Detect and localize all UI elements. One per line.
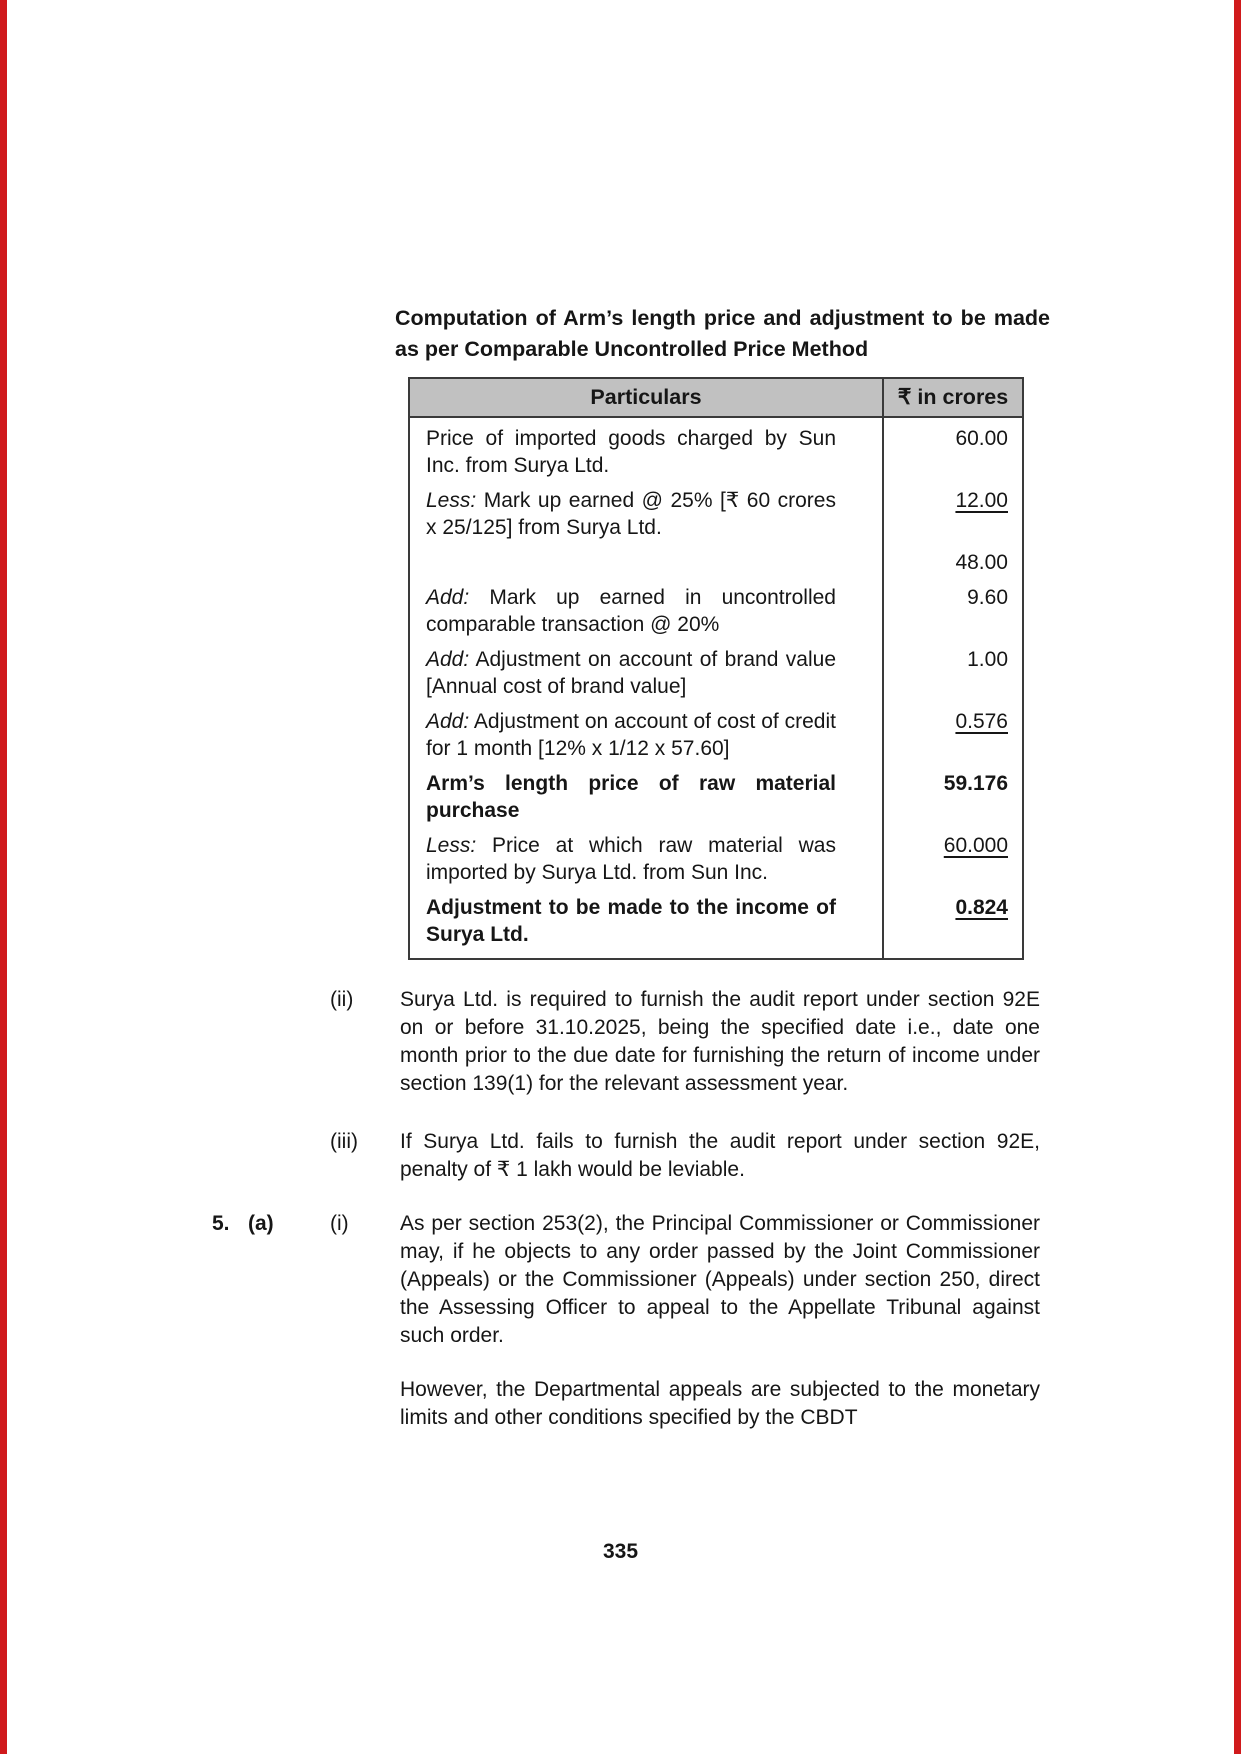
answer-item-iii — [212, 1128, 1040, 1184]
table-row — [409, 766, 1023, 828]
spacer — [248, 1376, 330, 1432]
question-paragraph: However, the Departmental appeals are subjected to the monetary limits and other conditions specified by the CBDT — [400, 1378, 1040, 1429]
row-particulars: Add: Adjustment on account of brand value [Annual cost of brand value] — [409, 642, 883, 704]
row-amount: 48.00 — [883, 545, 1023, 580]
table-row — [409, 483, 1023, 545]
question-number: 5. — [212, 1212, 230, 1235]
row-amount: 60.00 — [883, 417, 1023, 483]
table-row — [409, 642, 1023, 704]
spacer — [212, 1128, 248, 1184]
row-amount: 1.00 — [883, 642, 1023, 704]
answer-item-ii — [212, 986, 1040, 1098]
spacer — [248, 986, 330, 1098]
row-prefix: Less: — [426, 834, 477, 857]
row-particulars: Adjustment to be made to the income of Surya Ltd. — [409, 890, 883, 959]
computation-table — [408, 377, 1024, 960]
header-amount-unit: ₹ in crores — [883, 378, 1023, 417]
question-sub: (i) — [330, 1212, 349, 1235]
table-row — [409, 704, 1023, 766]
item-marker: (ii) — [330, 988, 354, 1011]
row-amount: 9.60 — [883, 580, 1023, 642]
spacer — [330, 1376, 400, 1432]
item-text: If Surya Ltd. fails to furnish the audit report under section 92E, penalty of ₹ 1 lakh would be leviable. — [400, 1130, 1040, 1181]
row-prefix: Add: — [426, 648, 470, 671]
row-amount: 60.000 — [883, 828, 1023, 890]
right-red-border — [1234, 0, 1241, 1754]
spacer — [212, 986, 248, 1098]
left-red-border — [0, 0, 7, 1754]
row-amount: 0.824 — [883, 890, 1023, 959]
row-particulars: Less: Price at which raw material was imported by Surya Ltd. from Sun Inc. — [409, 828, 883, 890]
row-particulars: Add: Mark up earned in uncontrolled comparable transaction @ 20% — [409, 580, 883, 642]
row-amount: 59.176 — [883, 766, 1023, 828]
row-particulars: Less: Mark up earned @ 25% [₹ 60 crores x 25/125] from Surya Ltd. — [409, 483, 883, 545]
row-amount: 12.00 — [883, 483, 1023, 545]
item-text: Surya Ltd. is required to furnish the audit report under section 92E on or before 31.10.2025, being the specified date i.e., date one month prior to the due date for furnishing the return of income under section 139(1) for the relevant assessment year. — [400, 988, 1040, 1095]
table-row — [409, 545, 1023, 580]
spacer — [248, 1128, 330, 1184]
computation-title: Computation of Arm’s length price and adjustment to be made as per Comparable Uncontrolled Price Method — [395, 306, 1050, 361]
item-marker: (iii) — [330, 1130, 358, 1153]
row-prefix: Add: — [426, 586, 470, 609]
question-5a-i-continued — [212, 1376, 1040, 1432]
table-row — [409, 828, 1023, 890]
row-particulars — [409, 545, 883, 580]
question-part: (a) — [248, 1212, 274, 1235]
question-paragraph: As per section 253(2), the Principal Commissioner or Commissioner may, if he objects to any order passed by the Joint Commissioner (Appeals) or the Commissioner (Appeals) under section 250, direct the Assessing Officer to appeal to the Appellate Tribunal against such order. — [400, 1212, 1040, 1347]
table-row — [409, 890, 1023, 959]
row-amount: 0.576 — [883, 704, 1023, 766]
question-5a-i — [212, 1210, 1040, 1350]
row-prefix: Add: — [426, 710, 470, 733]
spacer — [212, 1376, 248, 1432]
table-row — [409, 417, 1023, 483]
table-header-row — [409, 378, 1023, 417]
page-number: 335 — [602, 1540, 639, 1563]
header-particulars: Particulars — [409, 378, 883, 417]
row-particulars: Arm’s length price of raw material purchase — [409, 766, 883, 828]
row-prefix: Less: — [426, 489, 477, 512]
row-particulars: Price of imported goods charged by Sun Inc. from Surya Ltd. — [409, 417, 883, 483]
row-particulars: Add: Adjustment on account of cost of credit for 1 month [12% x 1/12 x 57.60] — [409, 704, 883, 766]
table-row — [409, 580, 1023, 642]
